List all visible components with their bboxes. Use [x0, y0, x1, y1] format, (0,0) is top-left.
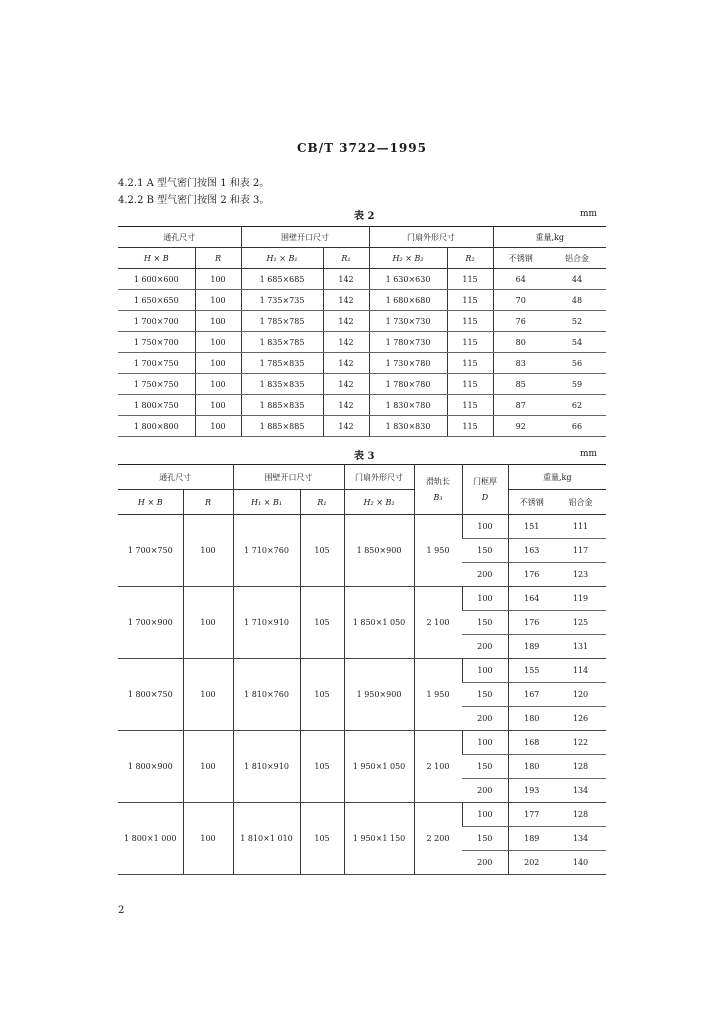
- cell: 111: [555, 515, 606, 539]
- t3-sub-h2b2: H₂ × B₂: [344, 490, 414, 515]
- t3-sub-hb: H × B: [118, 490, 183, 515]
- cell: 2 100: [414, 731, 462, 803]
- cell: 150: [462, 683, 508, 707]
- table3-unit: mm: [580, 449, 598, 459]
- frame-thickness-label: 门框厚: [473, 476, 497, 486]
- table-row: [118, 515, 606, 539]
- cell: 200: [462, 635, 508, 659]
- t3-header-door-leaf: 门扇外形尺寸: [344, 465, 414, 490]
- cell: 1 800×750: [118, 395, 195, 416]
- cell: 100: [195, 416, 241, 437]
- cell: 180: [508, 707, 555, 731]
- cell: 142: [323, 290, 369, 311]
- cell: 167: [508, 683, 555, 707]
- cell: 100: [195, 290, 241, 311]
- rail-length-symbol: B₃: [433, 492, 443, 502]
- cell: 164: [508, 587, 555, 611]
- cell: 100: [195, 395, 241, 416]
- cell: 100: [183, 659, 233, 731]
- cell: 100: [195, 353, 241, 374]
- t2-header-wall-opening: 围壁开口尺寸: [241, 227, 369, 248]
- t2-sub-r1: R₁: [323, 248, 369, 269]
- cell: 105: [300, 515, 344, 587]
- t3-header-rail-length: [414, 465, 462, 515]
- cell: 100: [183, 731, 233, 803]
- cell: 1 700×750: [118, 353, 195, 374]
- cell: 1 700×750: [118, 515, 183, 587]
- cell: 114: [555, 659, 606, 683]
- t3-header-weight: 重量,kg: [508, 465, 606, 490]
- cell: 62: [548, 395, 606, 416]
- table-row: [118, 731, 606, 755]
- clause-4-2-1: 4.2.1 A 型气密门按图 1 和表 2。: [118, 178, 270, 189]
- t3-sub-aluminium: 铝合金: [555, 490, 606, 515]
- cell: 117: [555, 539, 606, 563]
- cell: 200: [462, 779, 508, 803]
- cell: 1 785×835: [241, 353, 323, 374]
- cell: 115: [447, 374, 493, 395]
- cell: 1 785×785: [241, 311, 323, 332]
- table-3: [118, 464, 606, 875]
- cell: 125: [555, 611, 606, 635]
- cell: 1 835×835: [241, 374, 323, 395]
- table2-caption: 表 2: [354, 211, 375, 222]
- cell: 140: [555, 851, 606, 875]
- table-row: [118, 374, 606, 395]
- cell: 1 950: [414, 515, 462, 587]
- cell: 180: [508, 755, 555, 779]
- cell: 1 830×780: [369, 395, 447, 416]
- cell: 87: [493, 395, 548, 416]
- cell: 1 835×785: [241, 332, 323, 353]
- cell: 168: [508, 731, 555, 755]
- table-row: [118, 269, 606, 290]
- table-row: [118, 311, 606, 332]
- cell: 123: [555, 563, 606, 587]
- cell: 1 810×910: [233, 731, 300, 803]
- cell: 1 710×760: [233, 515, 300, 587]
- cell: 1 850×900: [344, 515, 414, 587]
- cell: 142: [323, 416, 369, 437]
- cell: 150: [462, 611, 508, 635]
- cell: 1 600×600: [118, 269, 195, 290]
- cell: 200: [462, 563, 508, 587]
- cell: 44: [548, 269, 606, 290]
- table-row: [118, 416, 606, 437]
- cell: 1 730×780: [369, 353, 447, 374]
- cell: 150: [462, 827, 508, 851]
- cell: 1 950×1 150: [344, 803, 414, 875]
- cell: 92: [493, 416, 548, 437]
- cell: 1 950×900: [344, 659, 414, 731]
- cell: 85: [493, 374, 548, 395]
- cell: 115: [447, 332, 493, 353]
- cell: 1 885×835: [241, 395, 323, 416]
- cell: 100: [462, 731, 508, 755]
- cell: 176: [508, 611, 555, 635]
- table-row: [118, 395, 606, 416]
- cell: 115: [447, 416, 493, 437]
- page-number: 2: [118, 905, 125, 916]
- frame-thickness-symbol: D: [481, 492, 489, 502]
- cell: 66: [548, 416, 606, 437]
- table-row: [118, 803, 606, 827]
- table-row: [118, 353, 606, 374]
- t2-header-door-leaf: 门扇外形尺寸: [369, 227, 493, 248]
- cell: 100: [183, 515, 233, 587]
- cell: 100: [195, 332, 241, 353]
- cell: 142: [323, 269, 369, 290]
- cell: 100: [183, 587, 233, 659]
- t2-sub-r2: R₂: [447, 248, 493, 269]
- cell: 142: [323, 395, 369, 416]
- cell: 1 735×735: [241, 290, 323, 311]
- cell: 105: [300, 803, 344, 875]
- cell: 151: [508, 515, 555, 539]
- cell: 155: [508, 659, 555, 683]
- cell: 177: [508, 803, 555, 827]
- cell: 200: [462, 707, 508, 731]
- cell: 100: [183, 803, 233, 875]
- cell: 100: [462, 515, 508, 539]
- table-row: [118, 332, 606, 353]
- table-row: [118, 290, 606, 311]
- cell: 142: [323, 311, 369, 332]
- cell: 128: [555, 803, 606, 827]
- t2-sub-h2b2: H₂ × B₂: [369, 248, 447, 269]
- cell: 64: [493, 269, 548, 290]
- cell: 100: [462, 803, 508, 827]
- cell: 189: [508, 827, 555, 851]
- cell: 1 800×1 000: [118, 803, 183, 875]
- cell: 1 700×900: [118, 587, 183, 659]
- cell: 115: [447, 290, 493, 311]
- t2-sub-r: R: [195, 248, 241, 269]
- cell: 1 700×700: [118, 311, 195, 332]
- cell: 128: [555, 755, 606, 779]
- cell: 1 830×830: [369, 416, 447, 437]
- cell: 150: [462, 539, 508, 563]
- cell: 1 630×630: [369, 269, 447, 290]
- t3-header-wall-opening: 围壁开口尺寸: [233, 465, 344, 490]
- cell: 80: [493, 332, 548, 353]
- cell: 1 810×1 010: [233, 803, 300, 875]
- cell: 1 780×730: [369, 332, 447, 353]
- t3-sub-r1: R₁: [300, 490, 344, 515]
- cell: 202: [508, 851, 555, 875]
- cell: 115: [447, 269, 493, 290]
- cell: 1 730×730: [369, 311, 447, 332]
- t2-sub-hb: H × B: [118, 248, 195, 269]
- cell: 131: [555, 635, 606, 659]
- cell: 48: [548, 290, 606, 311]
- cell: 1 780×780: [369, 374, 447, 395]
- table-2: [118, 226, 606, 437]
- cell: 105: [300, 731, 344, 803]
- cell: 1 800×900: [118, 731, 183, 803]
- cell: 56: [548, 353, 606, 374]
- cell: 176: [508, 563, 555, 587]
- cell: 1 950: [414, 659, 462, 731]
- cell: 100: [195, 269, 241, 290]
- t2-sub-aluminium: 铝合金: [548, 248, 606, 269]
- cell: 1 800×800: [118, 416, 195, 437]
- cell: 122: [555, 731, 606, 755]
- cell: 1 885×885: [241, 416, 323, 437]
- cell: 115: [447, 395, 493, 416]
- cell: 115: [447, 353, 493, 374]
- cell: 105: [300, 587, 344, 659]
- cell: 105: [300, 659, 344, 731]
- cell: 100: [462, 587, 508, 611]
- cell: 134: [555, 779, 606, 803]
- cell: 142: [323, 332, 369, 353]
- cell: 59: [548, 374, 606, 395]
- table-row: [118, 587, 606, 611]
- cell: 1 750×700: [118, 332, 195, 353]
- cell: 120: [555, 683, 606, 707]
- cell: 2 100: [414, 587, 462, 659]
- cell: 70: [493, 290, 548, 311]
- table3-caption: 表 3: [354, 451, 375, 462]
- cell: 1 750×750: [118, 374, 195, 395]
- cell: 119: [555, 587, 606, 611]
- table-row: [118, 659, 606, 683]
- t3-header-frame-thickness: [462, 465, 508, 515]
- cell: 115: [447, 311, 493, 332]
- cell: 163: [508, 539, 555, 563]
- t2-sub-h1b1: H₁ × B₁: [241, 248, 323, 269]
- table2-unit: mm: [580, 209, 598, 219]
- cell: 134: [555, 827, 606, 851]
- t2-header-weight: 重量,kg: [493, 227, 606, 248]
- cell: 1 650×650: [118, 290, 195, 311]
- standard-header: CB/T 3722—1995: [297, 141, 427, 155]
- rail-length-label: 滑轨长: [426, 476, 450, 486]
- cell: 126: [555, 707, 606, 731]
- clause-4-2-2: 4.2.2 B 型气密门按图 2 和表 3。: [118, 195, 270, 206]
- cell: 83: [493, 353, 548, 374]
- t3-sub-stainless: 不锈钢: [508, 490, 555, 515]
- t2-header-through-hole: 通孔尺寸: [118, 227, 241, 248]
- cell: 1 810×760: [233, 659, 300, 731]
- t3-sub-h1b1: H₁ × B₁: [233, 490, 300, 515]
- cell: 100: [195, 374, 241, 395]
- cell: 1 950×1 050: [344, 731, 414, 803]
- cell: 1 685×685: [241, 269, 323, 290]
- cell: 200: [462, 851, 508, 875]
- cell: 100: [462, 659, 508, 683]
- t3-sub-r: R: [183, 490, 233, 515]
- t3-header-through-hole: 通孔尺寸: [118, 465, 233, 490]
- cell: 1 680×680: [369, 290, 447, 311]
- cell: 52: [548, 311, 606, 332]
- t2-sub-stainless: 不锈钢: [493, 248, 548, 269]
- cell: 54: [548, 332, 606, 353]
- cell: 150: [462, 755, 508, 779]
- cell: 100: [195, 311, 241, 332]
- cell: 142: [323, 374, 369, 395]
- cell: 1 850×1 050: [344, 587, 414, 659]
- cell: 193: [508, 779, 555, 803]
- cell: 142: [323, 353, 369, 374]
- cell: 189: [508, 635, 555, 659]
- cell: 1 710×910: [233, 587, 300, 659]
- cell: 1 800×750: [118, 659, 183, 731]
- cell: 76: [493, 311, 548, 332]
- cell: 2 200: [414, 803, 462, 875]
